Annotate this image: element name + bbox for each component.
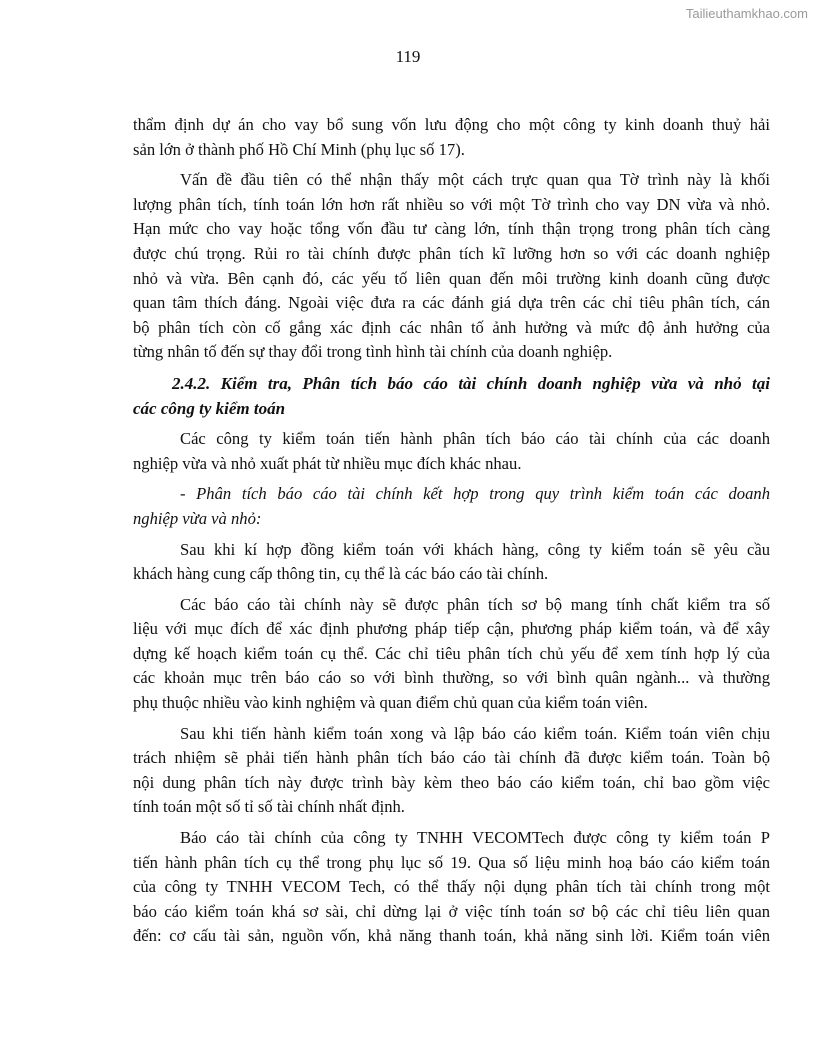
document-body [133, 113, 770, 949]
text-line: Các báo cáo tài chính này sẽ được phân tích sơ bộ mang tính chất kiểm tra số [180, 594, 770, 614]
text-line: 2.4.2. Kiểm tra, Phân tích báo cáo tài chính doanh nghiệp vừa và nhỏ tại [172, 373, 770, 393]
paragraph [133, 826, 770, 949]
text-line: nhỏ và vừa. Bên cạnh đó, các yếu tố liên quan đến môi trường kinh doanh cũng được [133, 268, 770, 288]
text-line: của công ty TNHH VECOM Tech, có thể thấy nội dụng phân tích tài chính trong một [133, 877, 770, 897]
paragraph [133, 427, 770, 476]
paragraph [133, 113, 770, 162]
text-line: Sau khi kí hợp đồng kiểm toán với khách hàng, công ty kiểm toán sẽ yêu cầu [180, 539, 770, 559]
text-line: Các công ty kiểm toán tiến hành phân tích báo cáo tài chính của các doanh [180, 429, 770, 449]
text-line: thẩm định dự án cho vay bổ sung vốn lưu động cho một công ty kinh doanh thuỷ hải [133, 115, 770, 134]
paragraph [133, 482, 770, 531]
section-heading [133, 372, 770, 421]
text-line: tính toán một số tỉ số tài chính nhất định. [133, 797, 405, 817]
text-line: lượng phân tích, tính toán lớn hơn rất nhiều so với một Tờ trình cho vay DN vừa và nhỏ. [133, 194, 770, 214]
text-line: từng nhân tố đến sự thay đổi trong tình hình tài chính của doanh nghiệp. [133, 342, 613, 362]
text-line: - Phân tích báo cáo tài chính kết hợp trong quy trình kiểm toán các doanh [180, 484, 770, 504]
text-line: được chú trọng. Rủi ro tài chính được phân tích kĩ lưỡng hơn so với các doanh nghiệp [133, 243, 770, 263]
text-line: Báo cáo tài chính của công ty TNHH VECOMTech được công ty kiểm toán P [180, 828, 770, 848]
text-line: quan tâm thích đáng. Ngoài việc đưa ra các đánh giá dựa trên các chỉ tiêu phân tích, cán [133, 293, 770, 313]
text-line: báo cáo kiểm toán khá sơ sài, chỉ dừng lại ở việc tính toán sơ bộ các chỉ tiêu liên quan [133, 901, 770, 921]
paragraph [133, 168, 770, 365]
paragraph [133, 593, 770, 716]
text-line: đến: cơ cấu tài sản, nguồn vốn, khả năng thanh toán, khả năng sinh lời. Kiểm toán viên [133, 926, 770, 946]
text-line: sản lớn ở thành phố Hồ Chí Minh (phụ lục số 17). [133, 139, 465, 159]
text-line: khách hàng cung cấp thông tin, cụ thể là các báo cáo tài chính. [133, 564, 549, 584]
text-line: bộ phân tích còn cố gắng xác định các nhân tố ảnh hưởng và mức độ ảnh hưởng của [133, 317, 770, 337]
text-line: các công ty kiểm toán [133, 398, 286, 418]
text-line: tiến hành phân tích cụ thể trong phụ lục số 19. Qua số liệu minh hoạ báo cáo kiểm toán [133, 852, 770, 872]
watermark: Tailieuthamkhao.com [685, 6, 808, 21]
text-line: nghiệp vừa và nhỏ xuất phát từ nhiều mục đích khác nhau. [133, 453, 522, 473]
text-line: liệu với mục đích để xác định phương pháp tiếp cận, phương pháp kiểm toán, và để xây [133, 619, 770, 639]
text-line: Vấn đề đầu tiên có thể nhận thấy một cách trực quan qua Tờ trình này là khối [180, 170, 770, 190]
text-line: Sau khi tiến hành kiểm toán xong và lập báo cáo kiểm toán. Kiểm toán viên chịu [180, 723, 770, 743]
text-line: Hạn mức cho vay hoặc tổng vốn đầu tư càng lớn, tính thận trọng trong phân tích càng [133, 219, 770, 239]
text-line: nội dung phân tích này được trình bày kèm theo báo cáo kiểm toán, chỉ bao gồm việc [133, 772, 770, 792]
text-line: các khoản mục trên báo cáo so với bình thường, so với bình quân ngành... và thường [133, 668, 770, 688]
text-line: dựng kế hoạch kiểm toán cụ thể. Các chỉ tiêu phân tích chủ yếu để xem tính hợp lý của [133, 643, 770, 663]
page-number: 119 [395, 47, 421, 66]
paragraph [133, 538, 770, 587]
text-line: phụ thuộc nhiều vào kinh nghiệm và quan điểm chủ quan của kiểm toán viên. [133, 693, 648, 713]
text-line: nghiệp vừa và nhỏ: [133, 508, 262, 528]
paragraph [133, 722, 770, 820]
text-line: trách nhiệm sẽ phải tiến hành phân tích báo cáo tài chính đã được kiểm toán. Toàn bộ [133, 748, 770, 768]
